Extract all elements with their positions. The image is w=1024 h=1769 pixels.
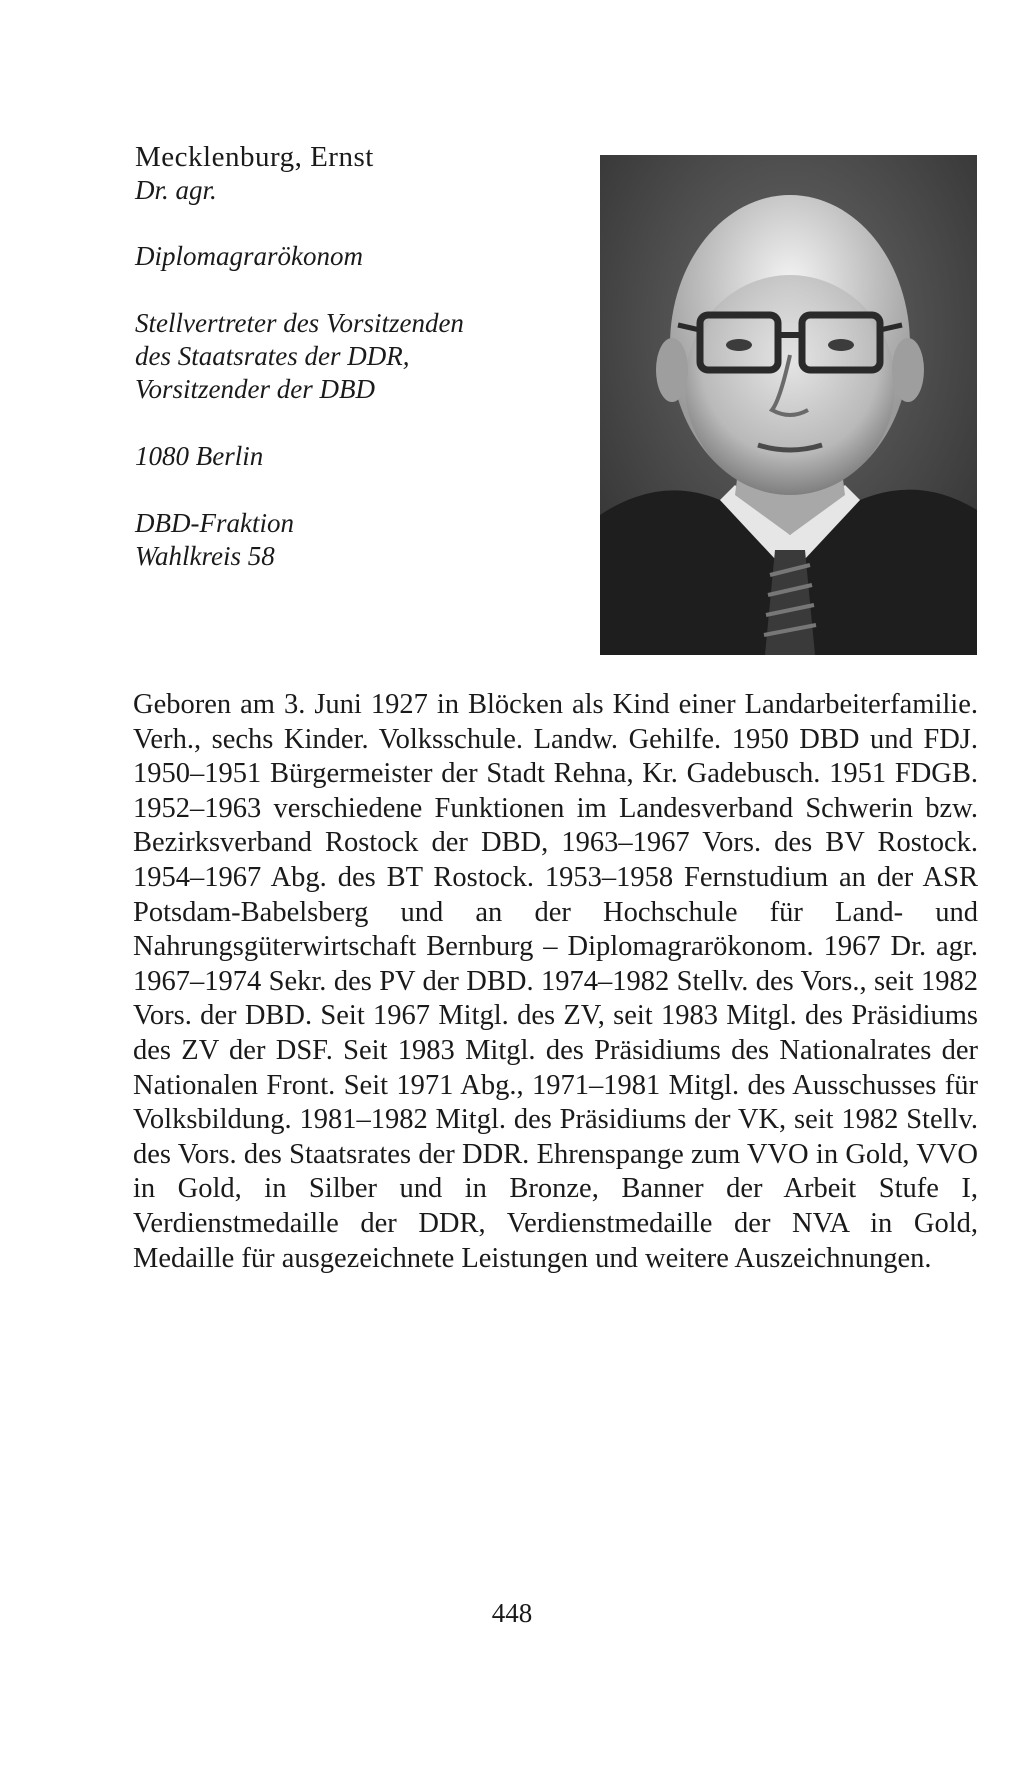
portrait-photo — [600, 155, 977, 655]
positions-block — [135, 307, 585, 406]
person-name: Mecklenburg, Ernst — [135, 141, 374, 173]
entry-header — [135, 140, 585, 573]
profession: Diplomagrarökonom — [135, 241, 363, 271]
constituency: Wahlkreis 58 — [135, 541, 275, 571]
faction-block — [135, 507, 585, 573]
faction: DBD-Fraktion — [135, 508, 294, 538]
location: 1080 Berlin — [135, 441, 264, 471]
position-line: des Staatsrates der DDR, — [135, 341, 410, 371]
position-line: Stellvertreter des Vorsitzenden — [135, 308, 464, 338]
academic-degree: Dr. agr. — [135, 175, 217, 205]
biography-text: Geboren am 3. Juni 1927 in Blöcken als Kind einer Landarbeiterfamilie. Verh., sechs Kinder. Volksschule. Landw. Gehilfe. 1950 DBD und FDJ. 1950–1951 Bürgermeister der Stadt Rehna, Kr. Gadebusch. 1951 FDGB. 1952–1963 verschiedene Funktionen im Landesverband Schwerin bzw. Bezirksverband Rostock der DBD, 1963–1967 Vors. des BV Rostock. 1954–1967 Abg. des BT Rostock. 1953–1958 Fernstudium an der ASR Potsdam-Babelsberg und an der Hochschule für Land- und Nahrungsgüterwirtschaft Bernburg – Diplomagrarökonom. 1967 Dr. agr. 1967–1974 Sekr. des PV der DBD. 1974–1982 Stellv. des Vors., seit 1982 Vors. der DBD. Seit 1967 Mitgl. des ZV, seit 1983 Mitgl. des Präsidiums des ZV der DSF. Seit 1983 Mitgl. des Präsidiums des Nationalrates der Nationalen Front. Seit 1971 Abg., 1971–1981 Mitgl. des Ausschusses für Volksbildung. 1981–1982 Mitgl. des Präsidiums der VK, seit 1982 Stellv. des Vors. des Staatsrates der DDR. Ehrenspange zum VVO in Gold, VVO in Gold, in Silber und in Bronze, Banner der Arbeit Stufe I, Verdienstmedaille der DDR, Verdienstmedaille der NVA in Gold, Medaille für ausgezeichnete Leistungen und weitere Auszeichnungen. — [133, 689, 978, 1274]
page-number: 448 — [491, 1598, 533, 1628]
position-line: Vorsitzender der DBD — [135, 374, 375, 404]
